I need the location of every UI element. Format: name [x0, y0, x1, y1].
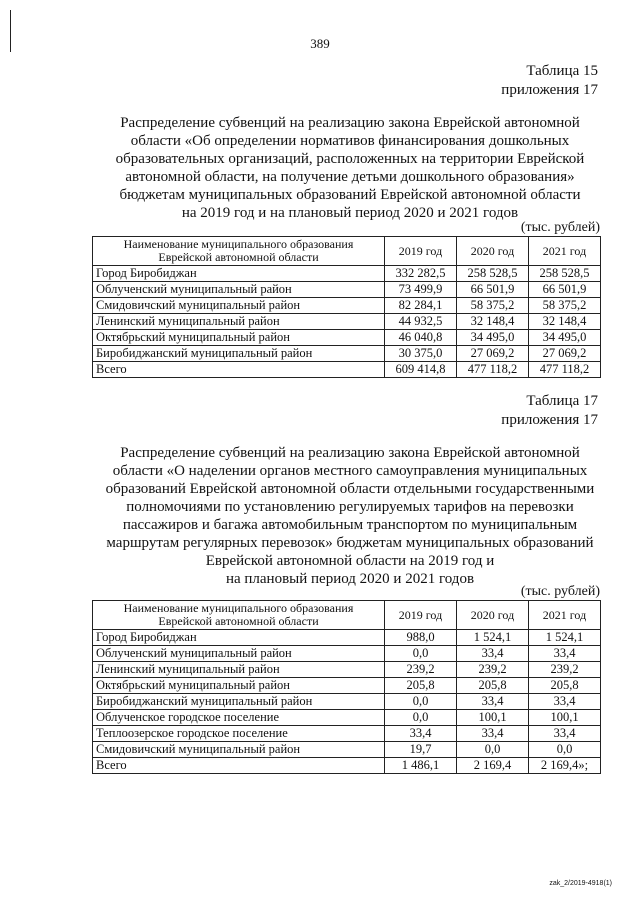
- table-row: [93, 298, 601, 314]
- value-cell: 1 524,1: [457, 630, 529, 646]
- value-cell: 32 148,4: [529, 314, 601, 330]
- municipality-cell: Октябрьский муниципальный район: [93, 678, 385, 694]
- value-cell: 32 148,4: [457, 314, 529, 330]
- municipality-cell: Октябрьский муниципальный район: [93, 330, 385, 346]
- value-cell: 19,7: [385, 742, 457, 758]
- value-cell: 2 169,4: [457, 758, 529, 774]
- value-cell: 205,8: [385, 678, 457, 694]
- table-row: [93, 362, 601, 378]
- column-header: 2021 год: [529, 601, 601, 630]
- table15-title: [90, 114, 610, 222]
- municipality-cell: Ленинский муниципальный район: [93, 314, 385, 330]
- column-header: 2020 год: [457, 601, 529, 630]
- table15-caption-line2: приложения 17: [501, 82, 598, 98]
- value-cell: 0,0: [385, 694, 457, 710]
- value-cell: 0,0: [457, 742, 529, 758]
- value-cell: 239,2: [385, 662, 457, 678]
- table-row: [93, 694, 601, 710]
- municipality-cell: Всего: [93, 362, 385, 378]
- value-cell: 0,0: [385, 646, 457, 662]
- value-cell: 33,4: [529, 694, 601, 710]
- table17-caption-line1: Таблица 17: [526, 393, 598, 409]
- value-cell: 27 069,2: [457, 346, 529, 362]
- value-cell: 58 375,2: [457, 298, 529, 314]
- table15-title-line: образовательных организаций, расположенных на территории Еврейской: [115, 151, 585, 167]
- table15-title-line: на 2019 год и на плановый период 2020 и 2021 годов: [181, 205, 519, 221]
- municipality-cell: Смидовичский муниципальный район: [93, 742, 385, 758]
- value-cell: 239,2: [529, 662, 601, 678]
- table15-caption: [501, 62, 598, 100]
- value-cell: 2 169,4»;: [529, 758, 601, 774]
- municipality-cell: Смидовичский муниципальный район: [93, 298, 385, 314]
- table15-caption-line1: Таблица 15: [526, 63, 598, 79]
- municipality-cell: Ленинский муниципальный район: [93, 662, 385, 678]
- value-cell: 609 414,8: [385, 362, 457, 378]
- table17-title-line: области «О наделении органов местного самоуправления муниципальных: [112, 463, 588, 479]
- value-cell: 27 069,2: [529, 346, 601, 362]
- column-header: Наименование муниципального образования Еврейской автономной области: [93, 601, 385, 630]
- table15-units: (тыс. рублей): [520, 220, 600, 235]
- table15-title-line: Распределение субвенций на реализацию закона Еврейской автономной: [120, 115, 580, 131]
- table-row: [93, 314, 601, 330]
- table17-header-row: [93, 601, 601, 630]
- value-cell: 34 495,0: [529, 330, 601, 346]
- page-number: 389: [310, 36, 330, 51]
- table15-header-row: [93, 237, 601, 266]
- value-cell: 73 499,9: [385, 282, 457, 298]
- value-cell: 477 118,2: [529, 362, 601, 378]
- column-header: Наименование муниципального образования Еврейской автономной области: [93, 237, 385, 266]
- table15-title-line: бюджетам муниципальных образований Еврейской автономной области: [119, 187, 581, 203]
- value-cell: 258 528,5: [457, 266, 529, 282]
- table17-title-line: Еврейской автономной области на 2019 год и: [205, 553, 495, 569]
- column-header: 2019 год: [385, 601, 457, 630]
- value-cell: 33,4: [457, 726, 529, 742]
- column-header: 2020 год: [457, 237, 529, 266]
- municipality-cell: Всего: [93, 758, 385, 774]
- value-cell: 82 284,1: [385, 298, 457, 314]
- municipality-cell: Биробиджанский муниципальный район: [93, 694, 385, 710]
- municipality-cell: Облученский муниципальный район: [93, 282, 385, 298]
- value-cell: 34 495,0: [457, 330, 529, 346]
- value-cell: 239,2: [457, 662, 529, 678]
- value-cell: 30 375,0: [385, 346, 457, 362]
- value-cell: 258 528,5: [529, 266, 601, 282]
- table15-title-line: автономной области, на получение детьми дошкольного образования»: [125, 169, 575, 185]
- value-cell: 0,0: [529, 742, 601, 758]
- municipality-cell: Облученский муниципальный район: [93, 646, 385, 662]
- value-cell: 1 486,1: [385, 758, 457, 774]
- table-row: [93, 630, 601, 646]
- municipality-cell: Биробиджанский муниципальный район: [93, 346, 385, 362]
- value-cell: 477 118,2: [457, 362, 529, 378]
- table-row: [93, 726, 601, 742]
- municipality-cell: Теплоозерское городское поселение: [93, 726, 385, 742]
- table-row: [93, 758, 601, 774]
- table-row: [93, 678, 601, 694]
- value-cell: 332 282,5: [385, 266, 457, 282]
- table17-title-line: маршрутам регулярных перевозок» бюджетам муниципальных образований: [106, 535, 594, 551]
- table17-title-line: полномочиями по установлению регулируемых тарифов на перевозки: [126, 499, 574, 515]
- table17-title-line: образований Еврейской автономной области отдельными государственными: [105, 481, 595, 497]
- column-header: 2021 год: [529, 237, 601, 266]
- municipality-cell: Город Биробиджан: [93, 630, 385, 646]
- value-cell: 33,4: [457, 694, 529, 710]
- value-cell: 1 524,1: [529, 630, 601, 646]
- table-row: [93, 710, 601, 726]
- value-cell: 988,0: [385, 630, 457, 646]
- table17-title-line: Распределение субвенций на реализацию закона Еврейской автономной: [120, 445, 580, 461]
- value-cell: 44 932,5: [385, 314, 457, 330]
- value-cell: 58 375,2: [529, 298, 601, 314]
- value-cell: 0,0: [385, 710, 457, 726]
- table17-title: [90, 444, 610, 588]
- table17-units: (тыс. рублей): [520, 584, 600, 599]
- value-cell: 33,4: [529, 646, 601, 662]
- value-cell: 46 040,8: [385, 330, 457, 346]
- document-code: zak_2/2019-4918(1): [549, 880, 612, 887]
- column-header: 2019 год: [385, 237, 457, 266]
- table17-title-line: пассажиров и багажа автомобильным транспортом по муниципальным: [122, 517, 578, 533]
- table15: [92, 236, 601, 378]
- value-cell: 100,1: [529, 710, 601, 726]
- value-cell: 100,1: [457, 710, 529, 726]
- table17-caption-line2: приложения 17: [501, 412, 598, 428]
- value-cell: 205,8: [457, 678, 529, 694]
- table-row: [93, 742, 601, 758]
- municipality-cell: Город Биробиджан: [93, 266, 385, 282]
- table-row: [93, 282, 601, 298]
- table15-title-line: области «Об определении нормативов финансирования дошкольных: [130, 133, 570, 149]
- table-row: [93, 266, 601, 282]
- table17: [92, 600, 601, 774]
- municipality-cell: Облученское городское поселение: [93, 710, 385, 726]
- value-cell: 66 501,9: [457, 282, 529, 298]
- table-row: [93, 330, 601, 346]
- value-cell: 33,4: [385, 726, 457, 742]
- table17-title-line: на плановый период 2020 и 2021 годов: [225, 571, 475, 587]
- table17-caption: [501, 392, 598, 430]
- value-cell: 205,8: [529, 678, 601, 694]
- value-cell: 33,4: [529, 726, 601, 742]
- table-row: [93, 346, 601, 362]
- value-cell: 33,4: [457, 646, 529, 662]
- value-cell: 66 501,9: [529, 282, 601, 298]
- table-row: [93, 646, 601, 662]
- table-row: [93, 662, 601, 678]
